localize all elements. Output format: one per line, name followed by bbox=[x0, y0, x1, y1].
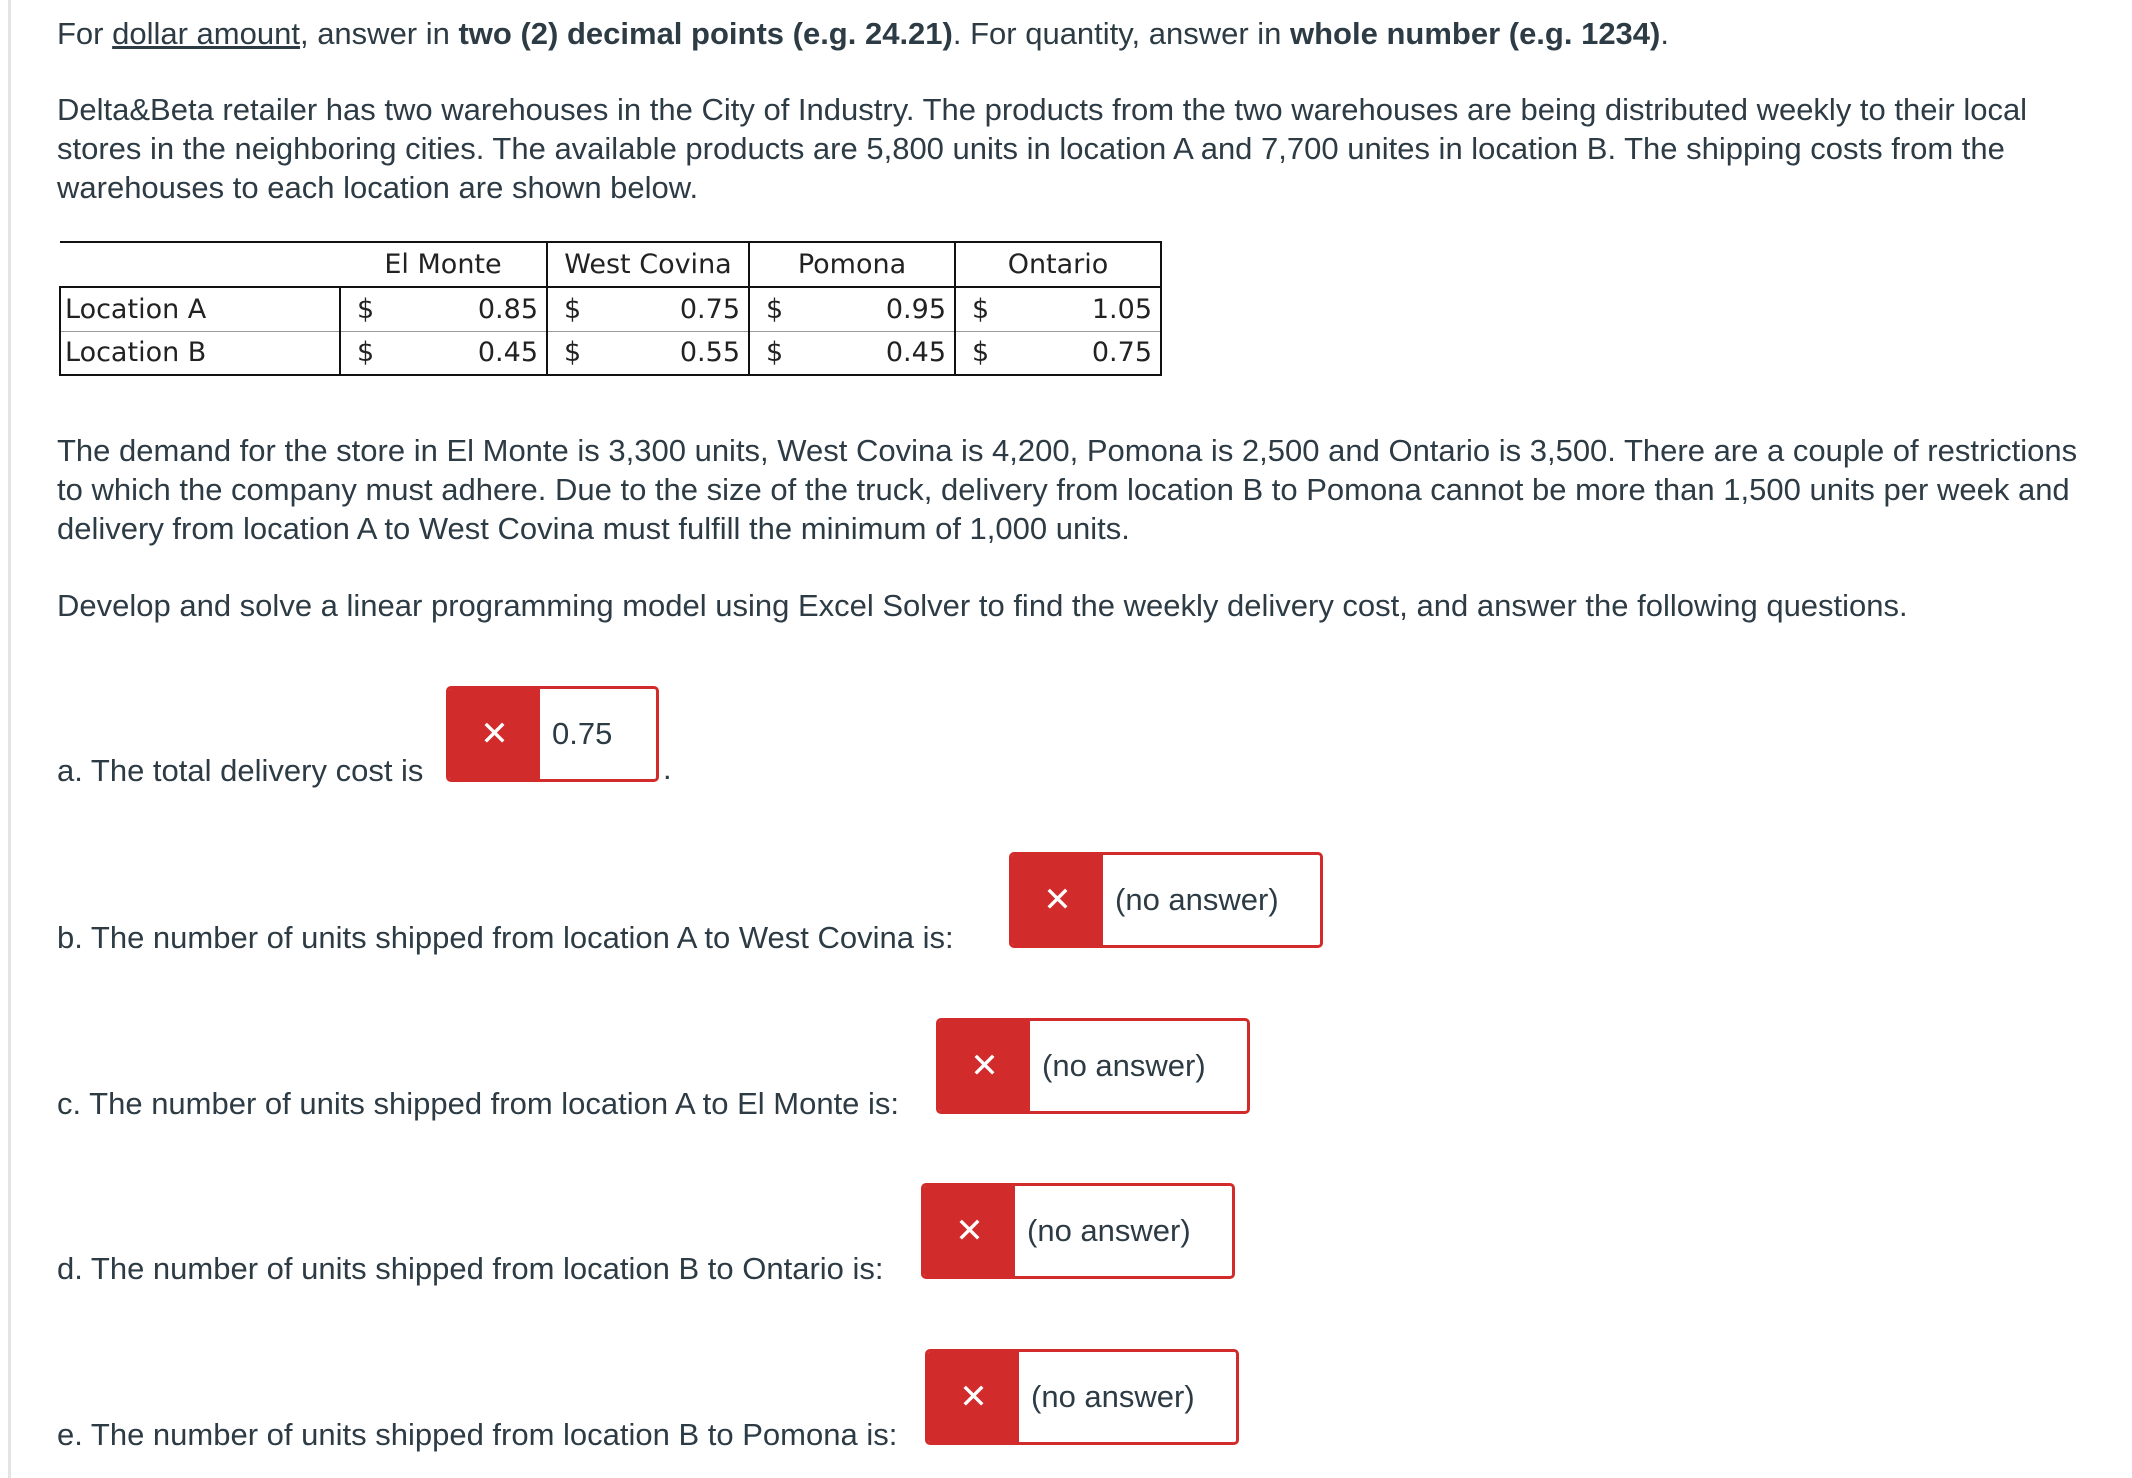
currency-symbol: $ bbox=[749, 331, 807, 375]
currency-symbol: $ bbox=[955, 287, 1013, 331]
cell-0-1: 0.75 bbox=[605, 287, 749, 331]
answer-a-period: . bbox=[663, 751, 672, 786]
answer-a-value: 0.75 bbox=[552, 716, 613, 751]
cell-1-3: 0.75 bbox=[1013, 331, 1161, 375]
header-col-3: Ontario bbox=[955, 242, 1161, 287]
instructions-prefix: For bbox=[57, 16, 113, 51]
cell-0-2: 0.95 bbox=[807, 287, 955, 331]
incorrect-x-icon: ✕ bbox=[449, 689, 540, 779]
cell-1-1: 0.55 bbox=[605, 331, 749, 375]
table-row bbox=[60, 331, 1161, 375]
answer-c-value: (no answer) bbox=[1042, 1048, 1206, 1083]
cell-0-0: 0.85 bbox=[398, 287, 547, 331]
question-c-label: c. The number of units shipped from location A to El Monte is: bbox=[57, 1086, 900, 1121]
question-a-label: a. The total delivery cost is bbox=[57, 753, 424, 788]
answer-c-field[interactable] bbox=[936, 1018, 1250, 1114]
cell-1-2: 0.45 bbox=[807, 331, 955, 375]
instructions-suffix: . bbox=[1660, 16, 1669, 51]
task-paragraph: Develop and solve a linear programming model using Excel Solver to find the weekly delivery cost, and answer the following questions. bbox=[57, 588, 1908, 623]
instructions-line bbox=[57, 14, 1669, 53]
header-col-1: West Covina bbox=[547, 242, 749, 287]
shipping-cost-table bbox=[59, 241, 1162, 376]
currency-symbol: $ bbox=[955, 331, 1013, 375]
incorrect-x-icon: ✕ bbox=[924, 1186, 1015, 1276]
instructions-mid1: , answer in bbox=[299, 16, 459, 51]
cell-0-3: 1.05 bbox=[1013, 287, 1161, 331]
instructions-bold2: whole number (e.g. 1234) bbox=[1290, 16, 1661, 51]
currency-symbol: $ bbox=[547, 331, 605, 375]
answer-e-value: (no answer) bbox=[1031, 1379, 1195, 1414]
row-name-1: Location B bbox=[60, 331, 340, 375]
header-col-0: El Monte bbox=[340, 242, 547, 287]
currency-symbol: $ bbox=[547, 287, 605, 331]
currency-symbol: $ bbox=[749, 287, 807, 331]
incorrect-x-icon: ✕ bbox=[939, 1021, 1030, 1111]
header-corner-cell bbox=[60, 242, 340, 287]
left-border-rule bbox=[8, 0, 11, 1478]
answer-a-field[interactable] bbox=[446, 686, 659, 782]
question-e-label: e. The number of units shipped from location B to Pomona is: bbox=[57, 1417, 898, 1452]
instructions-underlined: dollar amount bbox=[112, 16, 300, 51]
answer-d-field[interactable] bbox=[921, 1183, 1235, 1279]
intro-paragraph: Delta&Beta retailer has two warehouses in the City of Industry. The products from the two warehouses are being distributed weekly to their local stores in the neighboring cities. The available products are 5,800 units in location A and 7,700 unites in location B. The shipping costs from the warehouses to each location are shown below. bbox=[57, 92, 2028, 205]
cell-1-0: 0.45 bbox=[398, 331, 547, 375]
question-b-label: b. The number of units shipped from location A to West Covina is: bbox=[57, 920, 954, 955]
answer-b-value: (no answer) bbox=[1115, 882, 1279, 917]
row-name-0: Location A bbox=[60, 287, 340, 331]
table-row bbox=[60, 287, 1161, 331]
currency-symbol: $ bbox=[340, 331, 398, 375]
instructions-mid2: . For quantity, answer in bbox=[952, 16, 1290, 51]
answer-b-field[interactable] bbox=[1009, 852, 1323, 948]
answer-d-value: (no answer) bbox=[1027, 1213, 1191, 1248]
currency-symbol: $ bbox=[340, 287, 398, 331]
incorrect-x-icon: ✕ bbox=[1012, 855, 1103, 945]
demand-paragraph: The demand for the store in El Monte is 3,300 units, West Covina is 4,200, Pomona is 2,500 and Ontario is 3,500. There are a couple of restrictions to which the company must adhere. Due to the size of the truck, delivery from location B to Pomona cannot be more than 1,500 units per week and delivery from location A to West Covina must fulfill the minimum of 1,000 units. bbox=[57, 433, 2078, 546]
incorrect-x-icon: ✕ bbox=[928, 1352, 1019, 1442]
instructions-bold1: two (2) decimal points (e.g. 24.21) bbox=[458, 16, 953, 51]
table-header-row bbox=[60, 242, 1161, 287]
header-col-2: Pomona bbox=[749, 242, 955, 287]
answer-e-field[interactable] bbox=[925, 1349, 1239, 1445]
question-d-label: d. The number of units shipped from location B to Ontario is: bbox=[57, 1251, 884, 1286]
